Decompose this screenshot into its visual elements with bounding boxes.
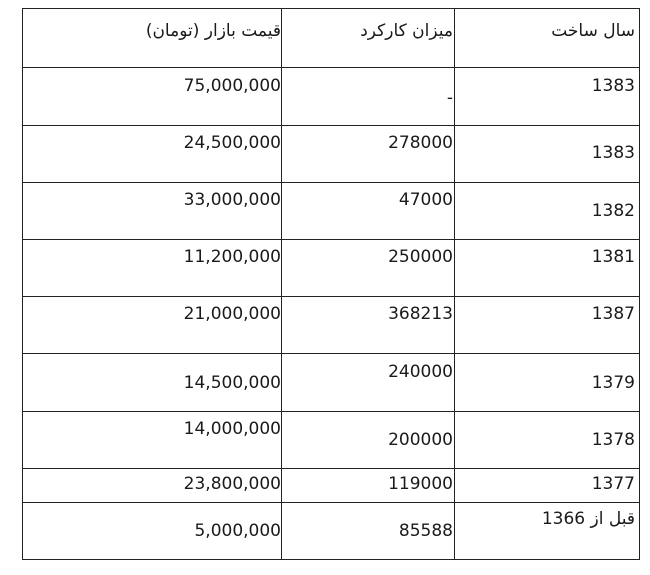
table-header-row: [23, 9, 639, 68]
cell-year: 1387: [591, 304, 635, 324]
cell-mileage: 240000: [388, 362, 453, 382]
cell-mileage: 47000: [398, 190, 453, 210]
table-row: [23, 503, 639, 559]
cell-year: 1383: [591, 76, 635, 96]
cell-year: 1381: [591, 247, 635, 267]
cell-mileage: 200000: [388, 430, 453, 450]
table-row: [23, 354, 639, 412]
cell-price: 75,000,000: [183, 76, 281, 96]
cell-year: 1379: [591, 373, 635, 393]
table-row: [23, 240, 639, 297]
cell-price: 23,800,000: [183, 474, 281, 494]
cell-price: 33,000,000: [183, 190, 281, 210]
cell-year: قبل از 1366: [541, 509, 635, 529]
cell-year: 1383: [591, 143, 635, 163]
cell-year: 1378: [591, 430, 635, 450]
cell-price: 11,200,000: [183, 247, 281, 267]
car-price-table: [22, 8, 640, 560]
table-row: [23, 469, 639, 503]
header-mileage: میزان کارکرد: [360, 21, 453, 41]
table-row: [23, 412, 639, 469]
header-year: سال ساخت: [551, 21, 635, 41]
header-price: قیمت بازار (تومان): [145, 21, 281, 41]
table-row: [23, 183, 639, 240]
cell-price: 14,500,000: [183, 373, 281, 393]
table-row: [23, 297, 639, 354]
cell-price: 24,500,000: [183, 133, 281, 153]
cell-mileage: 119000: [388, 474, 453, 494]
cell-mileage: 250000: [388, 247, 453, 267]
cell-price: 21,000,000: [183, 304, 281, 324]
cell-mileage: 278000: [388, 133, 453, 153]
cell-mileage: -: [446, 88, 453, 108]
table-row: [23, 126, 639, 183]
cell-mileage: 85588: [398, 521, 453, 541]
cell-mileage: 368213: [388, 304, 453, 324]
cell-price: 14,000,000: [183, 419, 281, 439]
table-row: [23, 68, 639, 126]
cell-year: 1377: [591, 474, 635, 494]
cell-year: 1382: [591, 201, 635, 221]
cell-price: 5,000,000: [194, 521, 281, 541]
